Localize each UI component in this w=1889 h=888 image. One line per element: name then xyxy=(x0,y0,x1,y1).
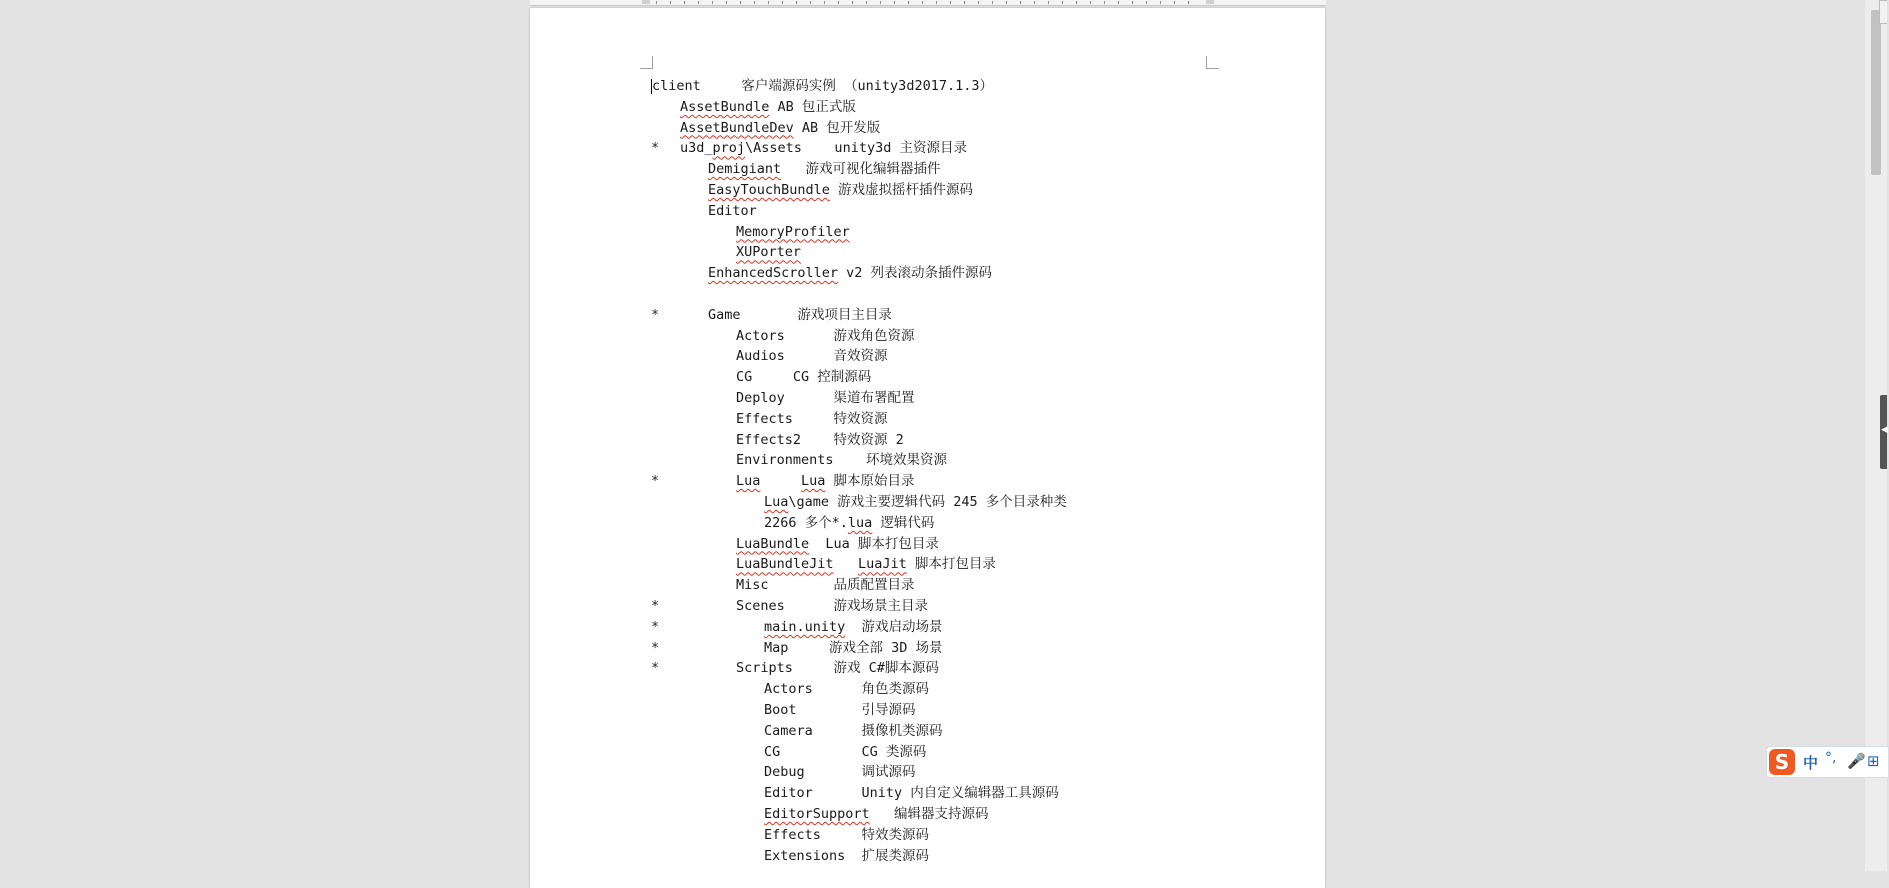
text-run: u3d_ xyxy=(680,140,713,157)
split-handle[interactable] xyxy=(1879,0,1887,24)
ruler-tick xyxy=(782,1,783,4)
text-run: Scripts 游戏 C#脚本源码 xyxy=(736,660,939,677)
ruler-tick xyxy=(1104,1,1105,4)
misspelled-word: LuaBundle xyxy=(736,535,810,552)
text-run: Environments 环境效果资源 xyxy=(736,452,948,469)
document-line[interactable] xyxy=(651,596,1251,616)
text-run: Game 游戏项目主目录 xyxy=(708,306,892,323)
text-run: 游戏可视化编辑器插件 xyxy=(781,161,941,178)
document-line[interactable] xyxy=(651,804,1251,824)
sogou-logo-icon[interactable]: S xyxy=(1769,749,1795,775)
document-line[interactable] xyxy=(651,534,1251,554)
text-run: \game 游戏主要逻辑代码 245 多个目录种类 xyxy=(788,494,1067,510)
document-line[interactable] xyxy=(651,222,1251,242)
document-line[interactable] xyxy=(651,825,1251,845)
line-text xyxy=(680,138,967,158)
text-run: CG CG 类源码 xyxy=(764,743,927,760)
misspelled-word: Demigiant xyxy=(708,161,782,178)
bullet-star: * xyxy=(651,639,660,656)
ruler-tick xyxy=(1020,1,1021,4)
ruler-tick xyxy=(726,1,727,4)
line-text xyxy=(764,804,989,824)
text-run: 2266 多个*. xyxy=(764,514,848,531)
text-run: 编辑器支持源码 xyxy=(869,806,989,822)
line-text xyxy=(764,492,1067,512)
bullet-star: * xyxy=(651,140,660,157)
ruler-tick xyxy=(1076,1,1077,4)
document-line[interactable] xyxy=(651,846,1251,866)
misspelled-word: lua xyxy=(847,514,873,531)
ruler-tick xyxy=(796,1,797,4)
line-text xyxy=(736,346,888,366)
document-line[interactable] xyxy=(651,409,1251,429)
document-line[interactable] xyxy=(651,180,1251,200)
ruler-tick xyxy=(1132,1,1133,4)
ruler-tick xyxy=(964,1,965,4)
bullet-star: * xyxy=(651,306,660,323)
left-indent-marker[interactable] xyxy=(642,0,650,4)
document-line[interactable] xyxy=(651,138,1251,158)
margin-corner-top-left xyxy=(640,56,653,69)
document-line[interactable] xyxy=(651,388,1251,408)
line-text xyxy=(736,596,928,616)
text-run: Debug 调试源码 xyxy=(764,764,916,781)
text-run: 逻辑代码 xyxy=(872,514,935,531)
document-line[interactable] xyxy=(651,242,1251,262)
document-line[interactable] xyxy=(651,76,1251,96)
ruler-tick xyxy=(768,1,769,4)
line-text xyxy=(764,617,943,637)
text-run: Boot 引导源码 xyxy=(764,702,916,718)
line-text xyxy=(736,388,915,408)
text-run: v2 列表滚动条插件源码 xyxy=(838,265,993,282)
text-run: Effects2 特效资源 2 xyxy=(736,431,904,448)
ruler-tick xyxy=(656,1,657,4)
ruler-tick xyxy=(936,1,937,4)
line-text xyxy=(736,409,888,429)
text-run: Camera 摄像机类源码 xyxy=(764,722,943,739)
document-line[interactable] xyxy=(651,492,1251,512)
text-run: Editor Unity 内自定义编辑器工具源码 xyxy=(764,785,1059,802)
text-run: Actors 游戏角色资源 xyxy=(736,327,915,344)
line-text xyxy=(764,721,943,741)
line-text xyxy=(736,242,801,262)
ruler-tick xyxy=(950,1,951,4)
line-text xyxy=(708,180,973,200)
text-run: Map 游戏全部 3D 场景 xyxy=(764,639,943,656)
bullet-star: * xyxy=(651,660,660,677)
document-line[interactable] xyxy=(651,554,1251,574)
document-line[interactable] xyxy=(651,638,1251,658)
ruler-tick xyxy=(1174,1,1175,4)
ruler-tick xyxy=(1034,1,1035,4)
text-run: Effects 特效类源码 xyxy=(764,826,930,843)
ruler-tick xyxy=(866,1,867,4)
text-run: client xyxy=(652,78,701,94)
scrollbar-thumb[interactable] xyxy=(1871,10,1881,175)
document-line[interactable] xyxy=(651,118,1251,138)
line-text xyxy=(736,658,939,678)
chevron-left-icon: ◀ xyxy=(1881,425,1888,435)
document-line[interactable] xyxy=(651,617,1251,637)
ruler-tick xyxy=(1006,1,1007,4)
misspelled-word: MemoryProfiler xyxy=(736,223,850,240)
ruler-tick xyxy=(838,1,839,4)
ruler-tick xyxy=(712,1,713,4)
ruler-tick xyxy=(852,1,853,4)
document-line[interactable] xyxy=(651,700,1251,720)
line-text xyxy=(736,367,871,387)
document-line[interactable] xyxy=(651,575,1251,595)
line-text xyxy=(736,575,915,595)
text-run: 游戏启动场景 xyxy=(845,618,943,635)
ime-toolbar[interactable] xyxy=(1766,746,1889,778)
document-line[interactable] xyxy=(651,721,1251,741)
side-pane-toggle[interactable] xyxy=(1880,395,1887,469)
misspelled-word: LuaJit xyxy=(857,556,907,573)
line-text xyxy=(736,222,850,242)
document-line[interactable] xyxy=(651,367,1251,387)
document-line[interactable] xyxy=(651,783,1251,803)
text-run: Misc 品质配置目录 xyxy=(736,577,915,594)
text-run: Actors 角色类源码 xyxy=(764,681,930,698)
ruler-tick xyxy=(754,1,755,4)
text-run: 客户端源码实例 （unity3d2017.1.3） xyxy=(700,78,993,94)
ruler-tick xyxy=(992,1,993,4)
document-line[interactable] xyxy=(651,326,1251,346)
ruler-tick xyxy=(1188,1,1189,4)
line-text xyxy=(764,638,943,658)
misspelled-word: EditorSupport xyxy=(764,806,870,822)
ruler-tick xyxy=(1160,1,1161,4)
line-text xyxy=(764,846,929,866)
ruler-tick xyxy=(1048,1,1049,4)
document-line[interactable] xyxy=(651,305,1251,325)
line-text xyxy=(764,513,934,533)
line-text xyxy=(708,201,757,221)
misspelled-word: AssetBundle xyxy=(680,98,770,115)
text-run: AB 包正式版 xyxy=(769,98,856,115)
ruler-tick xyxy=(824,1,825,4)
ruler-tick xyxy=(880,1,881,4)
misspelled-word: LuaBundleJit xyxy=(736,556,834,573)
line-text xyxy=(736,554,996,574)
right-indent-marker[interactable] xyxy=(1206,0,1214,4)
document-line[interactable] xyxy=(651,762,1251,782)
ruler-tick xyxy=(670,1,671,4)
line-text xyxy=(764,742,926,762)
line-text xyxy=(708,305,892,325)
line-text xyxy=(708,159,941,179)
document-line[interactable] xyxy=(651,284,1251,304)
line-text xyxy=(680,118,880,138)
ruler-tick xyxy=(978,1,979,4)
document-line[interactable] xyxy=(651,471,1251,491)
line-text xyxy=(736,326,915,346)
misspelled-word: EasyTouchBundle xyxy=(708,182,830,198)
ruler-tick xyxy=(740,1,741,4)
horizontal-ruler[interactable] xyxy=(530,0,1326,6)
line-text xyxy=(736,430,904,450)
line-text xyxy=(764,679,929,699)
ruler-tick xyxy=(908,1,909,4)
text-run: 脚本原始目录 xyxy=(825,473,915,490)
bullet-star: * xyxy=(651,473,660,490)
misspelled-word: EnhancedScroller xyxy=(708,265,839,282)
ruler-tick xyxy=(922,1,923,4)
line-text xyxy=(764,825,929,845)
text-run: Lua 脚本打包目录 xyxy=(809,535,939,552)
microphone-icon[interactable]: 🎤 xyxy=(1847,752,1866,770)
line-text xyxy=(736,450,947,470)
text-run: 脚本打包目录 xyxy=(906,556,996,573)
document-line[interactable] xyxy=(651,430,1251,450)
misspelled-word: proj xyxy=(712,140,746,157)
keyboard-icon[interactable]: ⊞ xyxy=(1867,752,1880,770)
ruler-tick xyxy=(810,1,811,4)
document-line[interactable] xyxy=(651,201,1251,221)
text-run: Scenes 游戏场景主目录 xyxy=(736,598,929,614)
vertical-scrollbar[interactable] xyxy=(1865,0,1887,871)
document-line[interactable] xyxy=(651,742,1251,762)
misspelled-word: XUPorter xyxy=(736,244,802,261)
line-text xyxy=(764,783,1059,803)
margin-corner-top-right xyxy=(1206,56,1219,69)
line-text xyxy=(764,762,916,782)
misspelled-word: Lua xyxy=(764,494,789,510)
text-run xyxy=(760,473,801,489)
ruler-tick xyxy=(894,1,895,4)
ruler-tick xyxy=(1146,1,1147,4)
document-line[interactable] xyxy=(651,346,1251,366)
document-line[interactable] xyxy=(651,658,1251,678)
bullet-star: * xyxy=(651,598,660,614)
ime-mode-toggle[interactable]: 中 xyxy=(1803,754,1819,772)
line-text xyxy=(680,97,856,117)
text-run: Editor xyxy=(708,202,757,219)
text-run xyxy=(834,556,858,572)
ruler-tick xyxy=(1118,1,1119,4)
ruler-tick xyxy=(684,1,685,4)
text-run: Audios 音效资源 xyxy=(736,348,888,365)
bullet-star: * xyxy=(651,618,660,635)
misspelled-word: Lua xyxy=(801,473,826,490)
misspelled-word: Lua xyxy=(736,473,761,490)
document-line[interactable] xyxy=(651,679,1251,699)
line-text xyxy=(652,76,993,96)
document-line[interactable] xyxy=(651,263,1251,283)
text-run: CG CG 控制源码 xyxy=(736,369,872,386)
line-text xyxy=(708,263,992,283)
document-line[interactable] xyxy=(651,97,1251,117)
text-run: Deploy 渠道布署配置 xyxy=(736,390,915,406)
document-line[interactable] xyxy=(651,513,1251,533)
misspelled-word: AssetBundleDev xyxy=(680,119,794,136)
text-run: 游戏虚拟摇杆插件源码 xyxy=(829,182,974,198)
line-text xyxy=(736,534,939,554)
ruler-tick xyxy=(1090,1,1091,4)
ruler-tick xyxy=(698,1,699,4)
text-run: Effects 特效资源 xyxy=(736,410,888,427)
punctuation-icon[interactable]: °, xyxy=(1825,750,1837,766)
misspelled-word: main.unity xyxy=(764,618,846,635)
line-text xyxy=(736,471,915,491)
document-line[interactable] xyxy=(651,450,1251,470)
text-run: Extensions 扩展类源码 xyxy=(764,847,930,864)
text-run: \Assets unity3d 主资源目录 xyxy=(745,140,967,157)
ruler-tick xyxy=(1062,1,1063,4)
document-line[interactable] xyxy=(651,159,1251,179)
line-text xyxy=(764,700,916,720)
text-run: AB 包开发版 xyxy=(793,119,881,136)
